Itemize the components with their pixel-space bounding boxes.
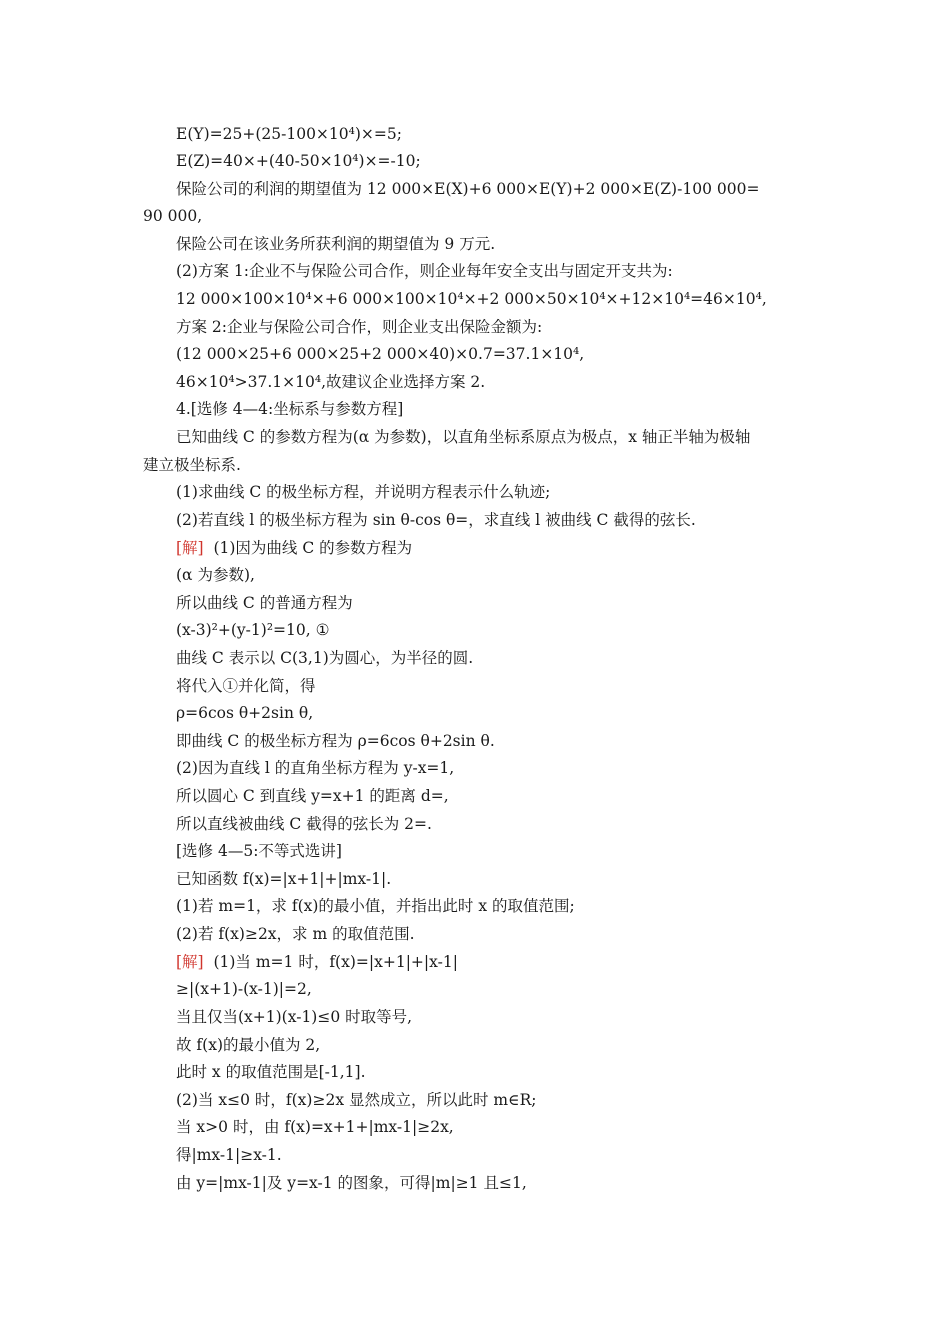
text-line: 12 000×100×10⁴×+6 000×100×10⁴×+2 000×50×10⁴×+12×10⁴=46×10⁴, xyxy=(176,290,767,308)
section-heading: [选修 4—5:不等式选讲] xyxy=(176,842,342,860)
text-line: 得|mx-1|≥x-1. xyxy=(176,1146,282,1164)
text-line: 故 f(x)的最小值为 2, xyxy=(176,1036,321,1054)
text-line: 当且仅当(x+1)(x-1)≤0 时取等号, xyxy=(176,1008,413,1026)
text-line: 保险公司在该业务所获利润的期望值为 9 万元. xyxy=(176,235,496,253)
solution-label: [解] xyxy=(176,953,204,971)
text-line: (2)若 f(x)≥2x，求 m 的取值范围. xyxy=(176,925,415,943)
text-line: (1)若 m=1，求 f(x)的最小值，并指出此时 x 的取值范围; xyxy=(176,897,575,915)
text-line: 所以曲线 C 的普通方程为 xyxy=(176,594,353,612)
text-line: (2)若直线 l 的极坐标方程为 sin θ-cos θ=，求直线 l 被曲线 C 截得的弦长. xyxy=(176,511,696,529)
section-heading: 4.[选修 4—4:坐标系与参数方程] xyxy=(176,400,404,418)
text-line: 保险公司的利润的期望值为 12 000×E(X)+6 000×E(Y)+2 000×E(Z)-100 000= xyxy=(176,180,760,198)
text-line: 46×10⁴>37.1×10⁴,故建议企业选择方案 2. xyxy=(176,373,486,391)
text-line: 即曲线 C 的极坐标方程为 ρ=6cos θ+2sin θ. xyxy=(176,732,495,750)
text-line: (12 000×25+6 000×25+2 000×40)×0.7=37.1×10⁴, xyxy=(176,345,585,363)
text-span: (1)当 m=1 时，f(x)=|x+1|+|x-1| xyxy=(213,953,458,971)
text-line: 所以圆心 C 到直线 y=x+1 的距离 d=, xyxy=(176,787,449,805)
text-line: (2)方案 1:企业不与保险公司合作，则企业每年安全支出与固定开支共为: xyxy=(176,262,673,280)
text-line: 由 y=|mx-1|及 y=x-1 的图象，可得|m|≥1 且≤1, xyxy=(176,1174,527,1192)
text-line: 当 x>0 时，由 f(x)=x+1+|mx-1|≥2x, xyxy=(176,1118,454,1136)
text-line: 90 000, xyxy=(143,207,203,225)
text-line: 方案 2:企业与保险公司合作，则企业支出保险金额为: xyxy=(176,318,543,336)
text-line: E(Z)=40×+(40-50×10⁴)×=-10; xyxy=(176,152,421,170)
text-line: 已知函数 f(x)=|x+1|+|mx-1|. xyxy=(176,870,392,888)
text-line: (α 为参数), xyxy=(176,566,255,584)
text-span: (1)因为曲线 C 的参数方程为 xyxy=(213,539,413,557)
text-line: (1)求曲线 C 的极坐标方程，并说明方程表示什么轨迹; xyxy=(176,483,551,501)
text-line: (x-3)²+(y-1)²=10, ① xyxy=(176,621,330,639)
text-line: 已知曲线 C 的参数方程为(α 为参数)，以直角坐标系原点为极点，x 轴正半轴为极轴 xyxy=(176,428,751,446)
solution-label: [解] xyxy=(176,539,204,557)
text-line: ρ=6cos θ+2sin θ, xyxy=(176,704,314,722)
text-line: (2)当 x≤0 时，f(x)≥2x 显然成立，所以此时 m∈R; xyxy=(176,1091,537,1109)
solution-line xyxy=(176,538,412,558)
text-line: 此时 x 的取值范围是[-1,1]. xyxy=(176,1063,366,1081)
text-line: 曲线 C 表示以 C(3,1)为圆心，为半径的圆. xyxy=(176,649,474,667)
text-line: (2)因为直线 l 的直角坐标方程为 y-x=1, xyxy=(176,759,455,777)
text-line: 建立极坐标系. xyxy=(143,456,241,474)
text-line: E(Y)=25+(25-100×10⁴)×=5; xyxy=(176,125,402,143)
text-line: 所以直线被曲线 C 截得的弦长为 2=. xyxy=(176,815,432,833)
text-line: 将代入①并化简，得 xyxy=(176,677,316,695)
solution-line xyxy=(176,952,458,972)
text-line: ≥|(x+1)-(x-1)|=2, xyxy=(176,980,312,998)
